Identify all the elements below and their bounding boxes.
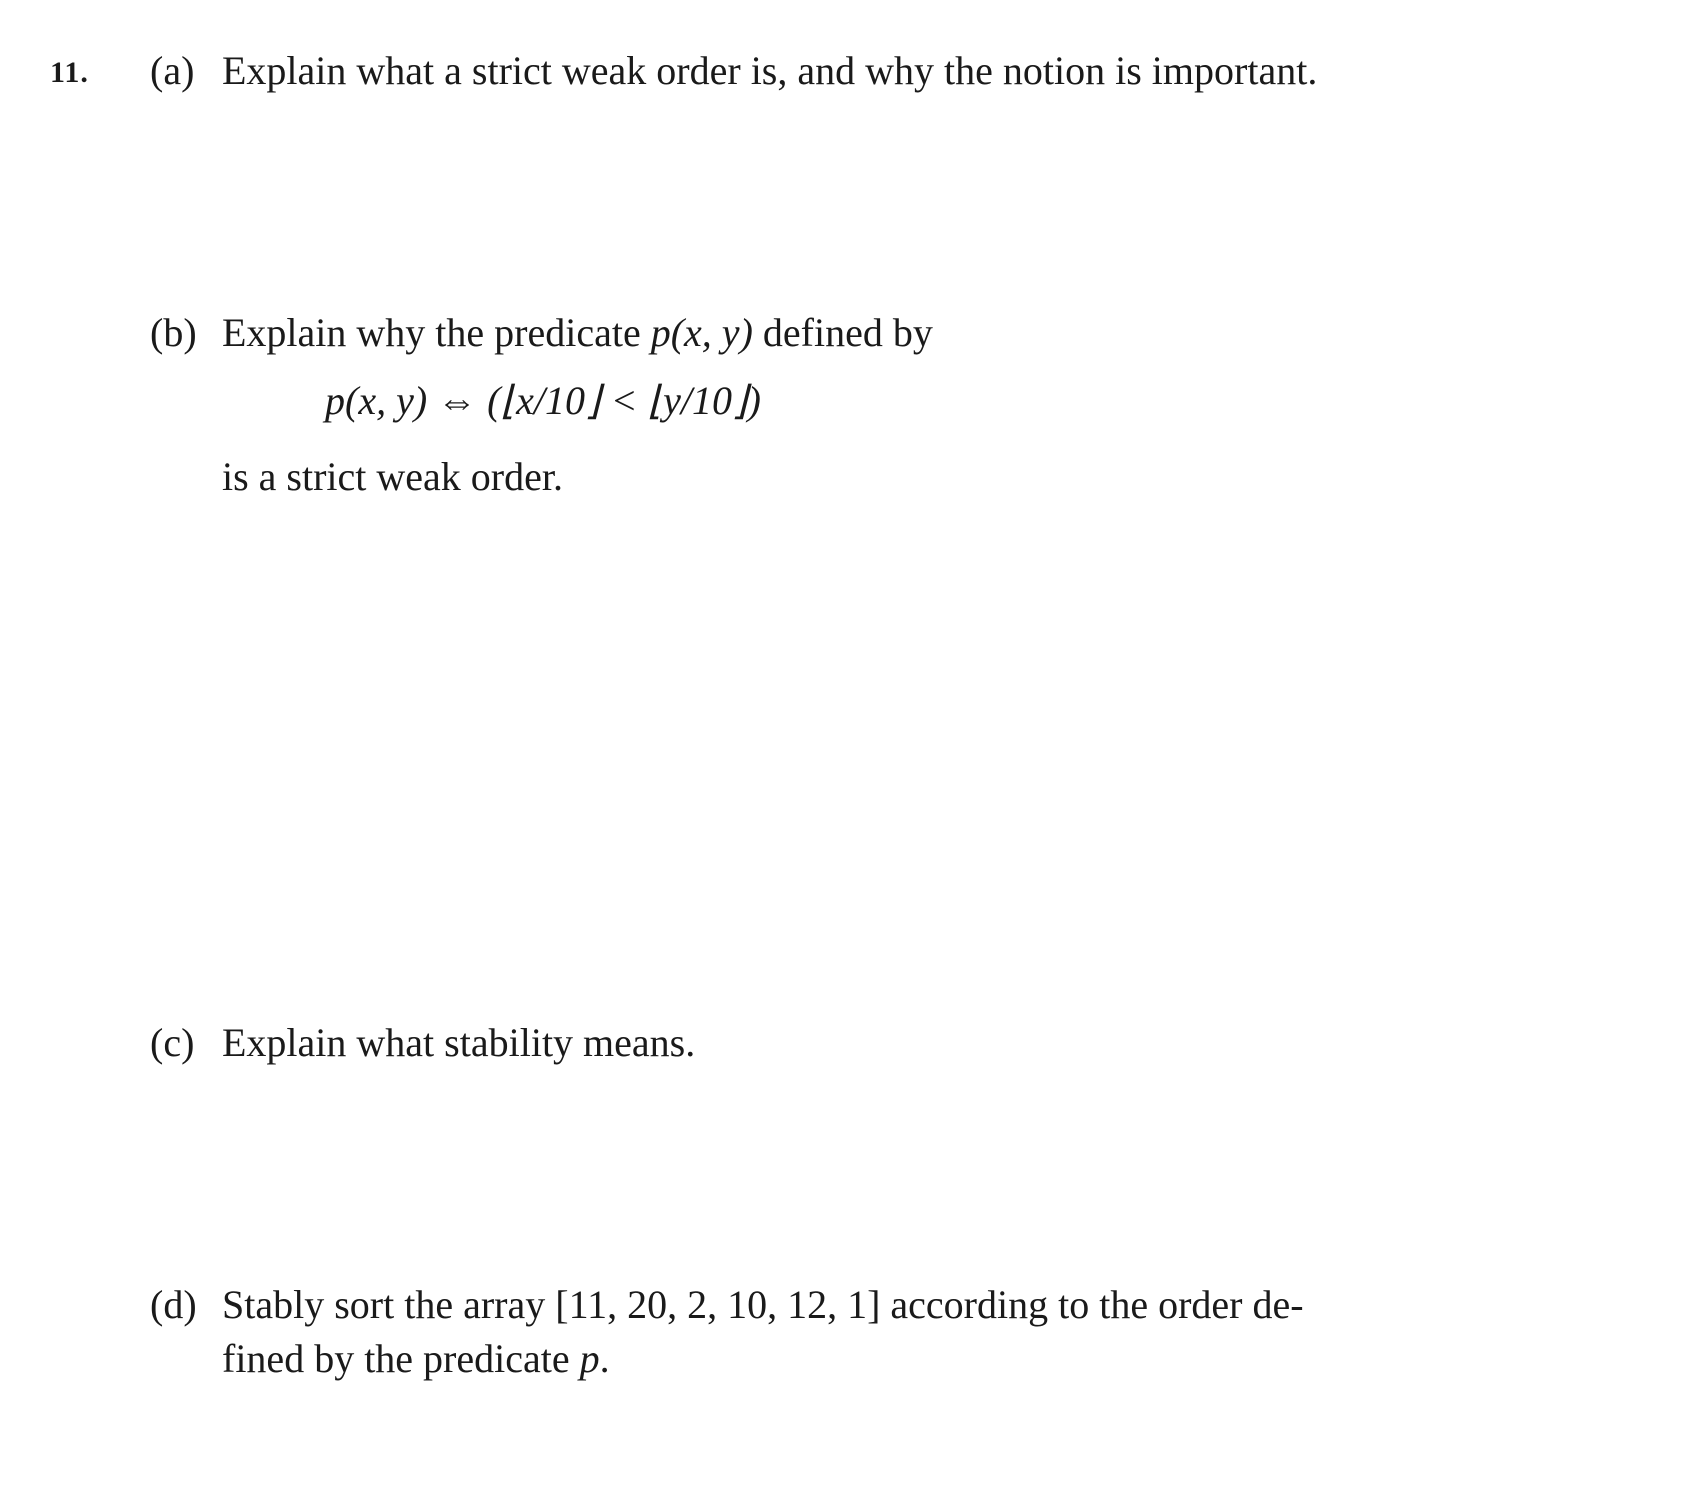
predicate-equation: p(x, y) ⇔ (⌊x/10⌋ < ⌊y/10⌋): [325, 378, 761, 423]
part-b: [150, 306, 933, 360]
part-d: [150, 1278, 1304, 1332]
part-a-text: Explain what a strict weak order is, and why the notion is important.: [222, 48, 1318, 93]
part-b-inline-math: p(x, y): [650, 310, 753, 355]
part-c: [150, 1016, 695, 1070]
part-a-label: (a): [150, 48, 195, 93]
part-a: [150, 44, 1317, 98]
part-d-line2-period: .: [599, 1336, 610, 1381]
part-d-label: (d): [150, 1282, 197, 1327]
part-d-line2-text: fined by the predicate: [222, 1336, 570, 1381]
part-b-text-end: is a strict weak order.: [222, 454, 563, 499]
part-b-text-before: Explain why the predicate: [222, 310, 641, 355]
part-c-text: Explain what stability means.: [222, 1020, 696, 1065]
part-b-label: (b): [150, 310, 197, 355]
part-d-line2: [222, 1332, 610, 1386]
part-c-label: (c): [150, 1020, 195, 1065]
part-d-line2-math: p: [579, 1336, 600, 1381]
part-d-line1: Stably sort the array [11, 20, 2, 10, 12, 1] according to the order de-: [222, 1282, 1304, 1327]
question-number: 11.: [50, 56, 89, 89]
part-b-text-after: defined by: [762, 310, 933, 355]
